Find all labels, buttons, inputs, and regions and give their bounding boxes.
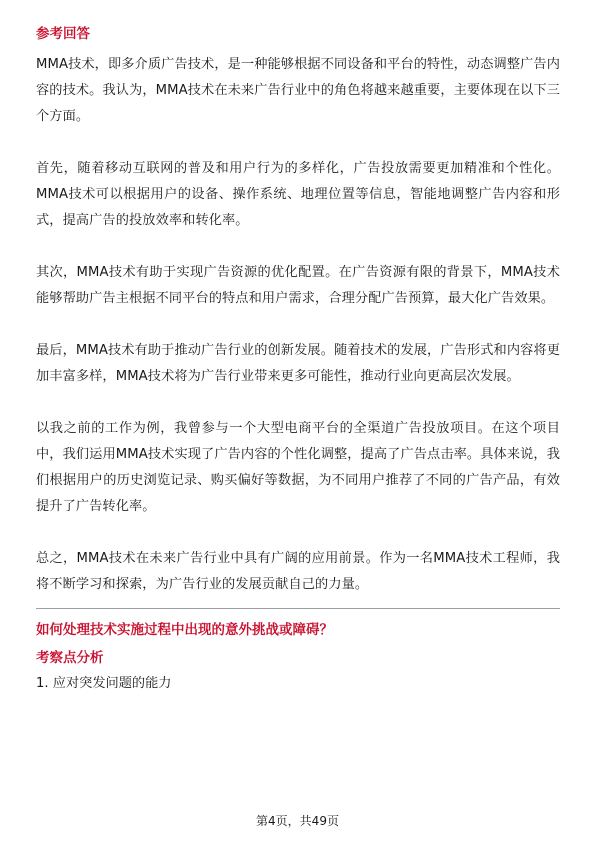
answer-paragraph-6: 总之，MMA技术在未来广告行业中具有广阔的应用前景。作为一名MMA技术工程师，我将不断学习和探索，为广告行业的发展贡献自己的力量。 <box>36 551 560 592</box>
analysis-heading: 考察点分析 <box>36 650 104 666</box>
answer-paragraph-3: 其次，MMA技术有助于实现广告资源的优化配置。在广告资源有限的背景下，MMA技术能够帮助广告主根据不同平台的特点和用户需求，合理分配广告预算，最大化广告效果。 <box>36 265 560 306</box>
section-divider <box>36 608 560 609</box>
answer-paragraph-1: MMA技术，即多介质广告技术，是一种能够根据不同设备和平台的特性，动态调整广告内容的技术。我认为，MMA技术在未来广告行业中的角色将越来越重要，主要体现在以下三个方面。 <box>36 57 560 124</box>
answer-paragraph-4: 最后，MMA技术有助于推动广告行业的创新发展。随着技术的发展，广告形式和内容将更加丰富多样，MMA技术将为广告行业带来更多可能性，推动行业向更高层次发展。 <box>36 343 560 384</box>
analysis-point-1: 1. 应对突发问题的能力 <box>36 676 172 691</box>
answer-paragraph-5: 以我之前的工作为例，我曾参与一个大型电商平台的全渠道广告投放项目。在这个项目中，我们运用MMA技术实现了广告内容的个性化调整，提高了广告点击率。具体来说，我们根据用户的历史浏览记录、购买偏好等数据，为不同用户推荐了不同的广告产品，有效提升了广告转化率。 <box>36 421 560 514</box>
answer-heading: 参考回答 <box>36 26 90 42</box>
page-content <box>36 24 560 695</box>
answer-paragraph-2: 首先，随着移动互联网的普及和用户行为的多样化，广告投放需要更加精准和个性化。MMA技术可以根据用户的设备、操作系统、地理位置等信息，智能地调整广告内容和形式，提高广告的投放效率和转化率。 <box>36 161 560 228</box>
question-title: 如何处理技术实施过程中出现的意外挑战或障碍？ <box>36 622 333 638</box>
page-number: 第4页，共49页 <box>256 814 339 828</box>
